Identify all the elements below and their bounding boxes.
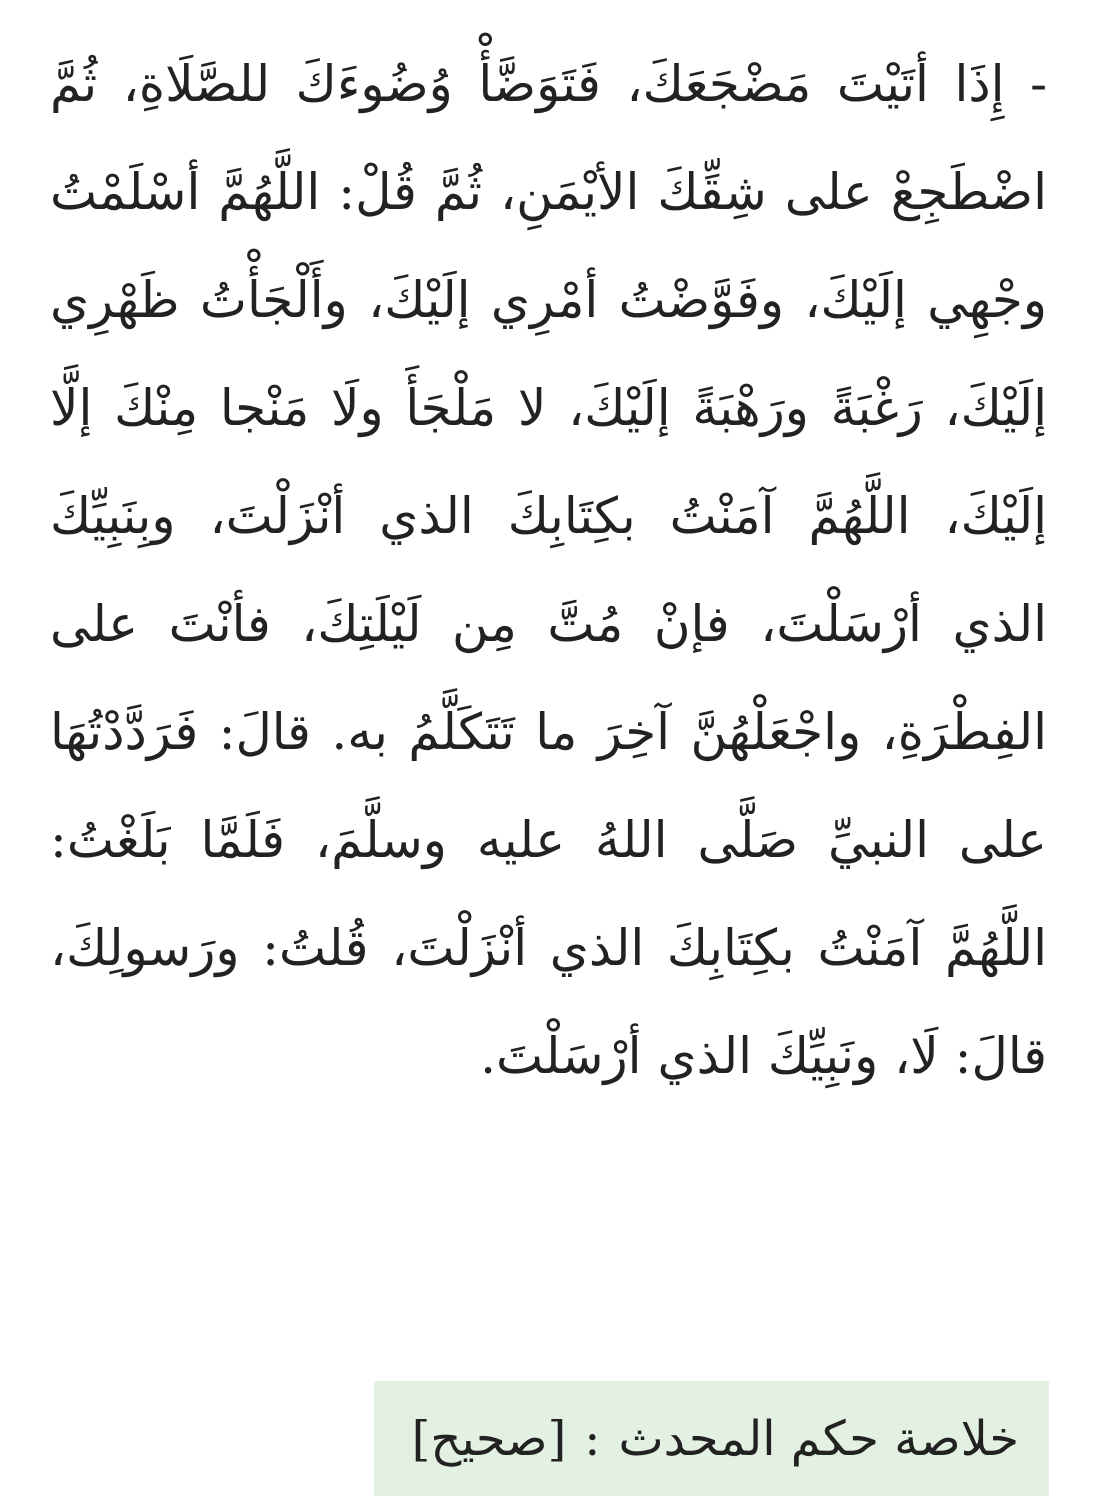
ruling-separator: : bbox=[584, 1410, 601, 1467]
ruling-label: خلاصة حكم المحدث bbox=[618, 1410, 1019, 1467]
ruling-value: [صحيح] bbox=[411, 1410, 567, 1467]
hadith-text: - إِذَا أتَيْتَ مَضْجَعَكَ، فَتَوَضَّأْ وُضُوءَكَ للصَّلَاةِ، ثُمَّ اضْطَجِعْ على شِقِّكَ الأيْمَنِ، ثُمَّ قُلْ: اللَّهُمَّ أسْلَمْتُ وجْهِي إلَيْكَ، وفَوَّضْتُ أمْرِي إلَيْكَ، وأَلْجَأْتُ ظَهْرِي إلَيْكَ، رَغْبَةً ورَهْبَةً إلَيْكَ، لا مَلْجَأَ ولَا مَنْجا مِنْكَ إلَّا إلَيْكَ، اللَّهُمَّ آمَنْتُ بكِتَابِكَ الذي أنْزَلْتَ، وبِنَبِيِّكَ الذي أرْسَلْتَ، فإنْ مُتَّ مِن لَيْلَتِكَ، فأنْتَ على الفِطْرَةِ، واجْعَلْهُنَّ آخِرَ ما تَتَكَلَّمُ به. قالَ: فَرَدَّدْتُهَا على النبيِّ صَلَّى اللهُ عليه وسلَّمَ، فَلَمَّا بَلَغْتُ: اللَّهُمَّ آمَنْتُ بكِتَابِكَ الذي أنْزَلْتَ، قُلتُ: ورَسولِكَ، قالَ: لَا، ونَبِيِّكَ الذي أرْسَلْتَ. bbox=[50, 55, 1047, 1085]
hadith-ruling-box bbox=[374, 1381, 1049, 1496]
